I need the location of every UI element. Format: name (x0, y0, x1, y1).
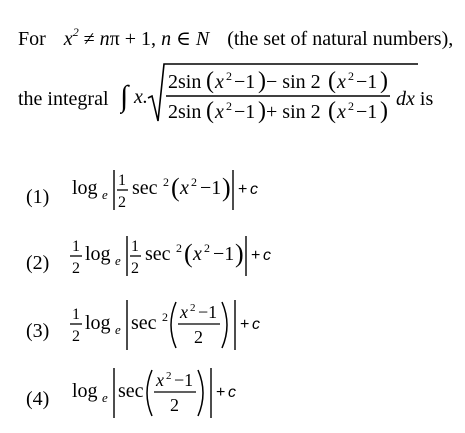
svg-text:): ) (258, 68, 266, 94)
svg-text:x: x (156, 370, 164, 390)
svg-text:−1: −1 (200, 177, 222, 199)
svg-text:2sin: 2sin (168, 71, 202, 93)
svg-text:− sin 2: − sin 2 (266, 71, 321, 93)
svg-text:2: 2 (190, 302, 196, 314)
svg-text:(: ( (328, 68, 336, 94)
condition-x2: $x^2$ (63, 25, 79, 50)
integral-expression (120, 56, 420, 141)
svg-text:): ) (380, 68, 388, 94)
svg-text:2: 2 (166, 370, 172, 382)
svg-text:e: e (115, 322, 121, 337)
svg-text:log: log (85, 243, 111, 265)
integral-sign: ∫ (120, 80, 129, 113)
integral-prefix: the integral (18, 88, 109, 110)
svg-text:e: e (115, 253, 121, 268)
svg-text:sec: sec (132, 177, 158, 199)
option-4-label: (4) (26, 388, 50, 410)
svg-text:1: 1 (72, 306, 80, 323)
svg-text:−1: −1 (234, 101, 256, 123)
svg-text:e: e (102, 390, 108, 405)
option-3-expr (70, 296, 310, 361)
svg-text:x: x (337, 71, 346, 93)
option-1-label: (1) (26, 186, 50, 208)
svg-text:2: 2 (176, 241, 182, 255)
svg-text:e: e (102, 187, 108, 202)
option-4-expr (72, 364, 292, 429)
svg-text:): ) (258, 98, 266, 124)
svg-text:2: 2 (348, 99, 354, 113)
svg-text:log: log (72, 177, 98, 199)
svg-text:c: c (228, 384, 236, 401)
svg-text:+: + (238, 181, 248, 198)
condition-rest: ≠ nπ + 1, n ∈ N (83, 28, 210, 50)
svg-text:1: 1 (72, 238, 80, 255)
svg-text:2: 2 (226, 99, 232, 113)
option-1-expr (72, 166, 292, 221)
svg-text:sec: sec (145, 243, 171, 265)
svg-text:2: 2 (118, 194, 126, 211)
option-2-expr (70, 232, 310, 287)
svg-text:x: x (180, 177, 189, 199)
svg-text:2: 2 (348, 69, 354, 83)
svg-text:sec: sec (131, 312, 157, 334)
svg-text:(: ( (206, 98, 214, 124)
svg-text:2sin: 2sin (168, 101, 202, 123)
svg-text:(: ( (206, 68, 214, 94)
svg-text:x: x (215, 101, 224, 123)
svg-text:x: x (215, 71, 224, 93)
svg-text:2: 2 (72, 328, 80, 345)
svg-text:): ) (222, 173, 231, 202)
dx-suffix: dx is (396, 88, 434, 110)
svg-text:−1: −1 (198, 302, 218, 322)
svg-text:c: c (252, 316, 260, 333)
svg-text:x: x (337, 101, 346, 123)
svg-text:): ) (380, 98, 388, 124)
svg-text:2: 2 (131, 260, 139, 277)
svg-text:sec: sec (118, 380, 144, 402)
svg-text:x: x (193, 243, 202, 265)
svg-text:2: 2 (194, 327, 203, 347)
svg-text:2: 2 (226, 69, 232, 83)
svg-text:(: ( (171, 173, 180, 202)
svg-text:c: c (250, 181, 258, 198)
svg-text:2: 2 (162, 310, 168, 324)
svg-text:2: 2 (163, 175, 169, 189)
svg-text:−1: −1 (174, 370, 194, 390)
svg-text:−1: −1 (356, 101, 378, 123)
svg-text:+: + (251, 247, 261, 264)
svg-text:2: 2 (204, 241, 210, 255)
svg-text:log: log (85, 312, 111, 334)
svg-text:−1: −1 (213, 243, 235, 265)
svg-text:2: 2 (170, 395, 179, 415)
svg-text:(: ( (184, 239, 193, 268)
svg-text:+ sin 2: + sin 2 (266, 101, 321, 123)
natural-note: (the set of natural numbers), (227, 28, 454, 50)
svg-text:+: + (240, 316, 250, 333)
option-3-label: (3) (26, 320, 50, 342)
question-line-1 (18, 26, 453, 51)
option-2-label: (2) (26, 252, 50, 274)
svg-text:): ) (235, 239, 244, 268)
svg-text:(: ( (328, 98, 336, 124)
svg-text:−1: −1 (356, 71, 378, 93)
svg-text:2: 2 (72, 260, 80, 277)
svg-text:x.: x. (134, 86, 148, 108)
svg-text:c: c (263, 247, 271, 264)
svg-text:x: x (180, 302, 188, 322)
for-prefix: For (18, 28, 46, 50)
svg-text:1: 1 (131, 238, 139, 255)
svg-text:+: + (216, 384, 226, 401)
svg-text:−1: −1 (234, 71, 256, 93)
svg-text:1: 1 (118, 172, 126, 189)
svg-text:log: log (72, 380, 98, 402)
svg-text:2: 2 (191, 175, 197, 189)
